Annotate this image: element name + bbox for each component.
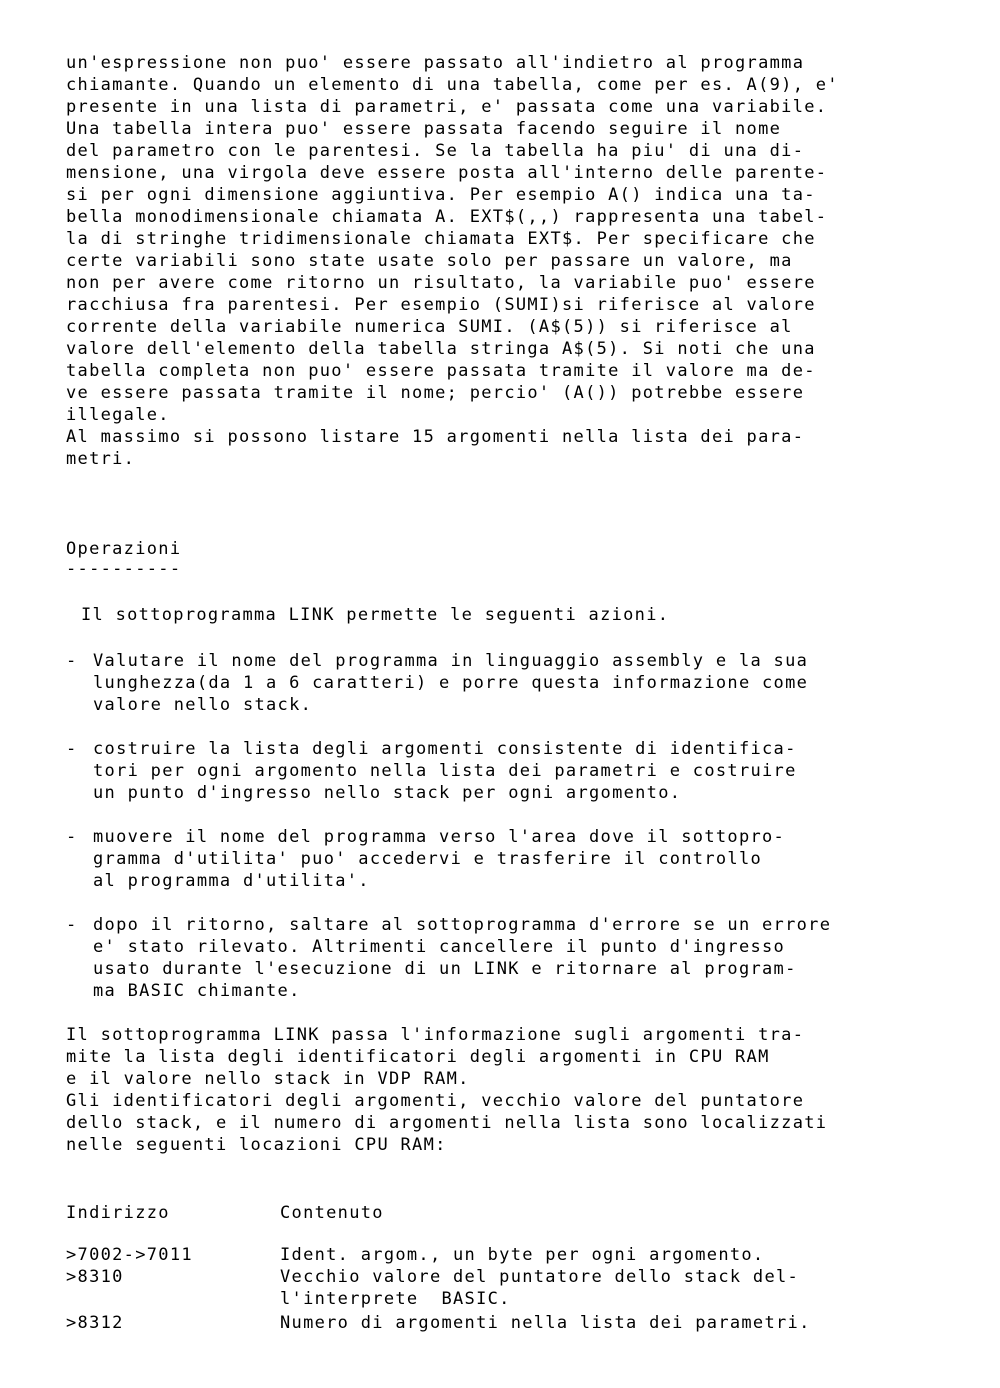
intro-text: Il sottoprogramma LINK permette le seguenti azioni. xyxy=(81,605,670,625)
table-header-content: Contenuto xyxy=(280,1203,384,1223)
table-cell-content: Vecchio valore del puntatore dello stack del- xyxy=(280,1267,800,1287)
text-line: costruire la lista degli argomenti consistente di identifica- xyxy=(93,739,797,759)
text-line: Gli identificatori degli argomenti, vecchio valore del puntatore xyxy=(66,1091,805,1111)
text-line: tori per ogni argomento nella lista dei parametri e costruire xyxy=(93,761,797,781)
text-line: dello stack, e il numero di argomenti nella lista sono localizzati xyxy=(66,1113,828,1133)
text-line: nelle seguenti locazioni CPU RAM: xyxy=(66,1135,447,1155)
text-line: illegale. xyxy=(66,405,170,425)
bullet-dash: - xyxy=(66,651,78,671)
text-line: un punto d'ingresso nello stack per ogni argomento. xyxy=(93,783,682,803)
table-cell-content: Ident. argom., un byte per ogni argomento. xyxy=(280,1245,765,1265)
text-line: ve essere passata tramite il nome; percio' (A()) potrebbe essere xyxy=(66,383,805,403)
table-cell-content: l'interprete BASIC. xyxy=(280,1289,511,1309)
text-line: certe variabili sono state usate solo per passare un valore, ma xyxy=(66,251,793,271)
text-line: muovere il nome del programma verso l'area dove il sottopro- xyxy=(93,827,786,847)
text-line: lunghezza(da 1 a 6 caratteri) e porre questa informazione come xyxy=(93,673,809,693)
table-cell-content: Numero di argomenti nella lista dei parametri. xyxy=(280,1313,811,1333)
bullet-dash: - xyxy=(66,915,78,935)
text-line: usato durante l'esecuzione di un LINK e ritornare al program- xyxy=(93,959,797,979)
text-line: si per ogni dimensione aggiuntiva. Per esempio A() indica una ta- xyxy=(66,185,816,205)
table-cell-address: >8312 xyxy=(66,1313,124,1333)
text-line: presente in una lista di parametri, e' passata come una variabile. xyxy=(66,97,828,117)
text-line: non per avere come ritorno un risultato, la variabile puo' essere xyxy=(66,273,816,293)
text-line: Valutare il nome del programma in linguaggio assembly e la sua xyxy=(93,651,809,671)
text-line: Al massimo si possono listare 15 argomenti nella lista dei para- xyxy=(66,427,805,447)
text-line: mite la lista degli identificatori degli argomenti in CPU RAM xyxy=(66,1047,770,1067)
text-line: valore nello stack. xyxy=(93,695,313,715)
text-line: valore dell'elemento della tabella stringa A$(5). Si noti che una xyxy=(66,339,816,359)
table-cell-address: >8310 xyxy=(66,1267,124,1287)
text-line: metri. xyxy=(66,449,136,469)
text-line: corrente della variabile numerica SUMI. (A$(5)) si riferisce al xyxy=(66,317,793,337)
text-line: bella monodimensionale chiamata A. EXT$(,,) rappresenta una tabel- xyxy=(66,207,828,227)
text-line: e' stato rilevato. Altrimenti cancellere il punto d'ingresso xyxy=(93,937,786,957)
table-header-address: Indirizzo xyxy=(66,1203,170,1223)
text-line: e il valore nello stack in VDP RAM. xyxy=(66,1069,470,1089)
text-line: un'espressione non puo' essere passato all'indietro al programma xyxy=(66,53,805,73)
text-line: dopo il ritorno, saltare al sottoprogramma d'errore se un errore xyxy=(93,915,832,935)
text-line: chiamante. Quando un elemento di una tabella, come per es. A(9), e' xyxy=(66,75,839,95)
text-line: ma BASIC chimante. xyxy=(93,981,301,1001)
text-line: Una tabella intera puo' essere passata facendo seguire il nome xyxy=(66,119,782,139)
table-cell-address: >7002->7011 xyxy=(66,1245,193,1265)
text-line: mensione, una virgola deve essere posta all'interno delle parente- xyxy=(66,163,828,183)
text-line: Il sottoprogramma LINK passa l'informazione sugli argomenti tra- xyxy=(66,1025,805,1045)
text-line: la di stringhe tridimensionale chiamata EXT$. Per specificare che xyxy=(66,229,816,249)
section-title: Operazioni xyxy=(66,539,182,559)
text-line: racchiusa fra parentesi. Per esempio (SUMI)si riferisce al valore xyxy=(66,295,816,315)
text-line: del parametro con le parentesi. Se la tabella ha piu' di una di- xyxy=(66,141,805,161)
text-line: tabella completa non puo' essere passata tramite il valore ma de- xyxy=(66,361,816,381)
bullet-dash: - xyxy=(66,739,78,759)
bullet-dash: - xyxy=(66,827,78,847)
text-line: gramma d'utilita' puo' accedervi e trasferire il controllo xyxy=(93,849,763,869)
section-underline: ---------- xyxy=(66,559,182,579)
text-line: al programma d'utilita'. xyxy=(93,871,370,891)
